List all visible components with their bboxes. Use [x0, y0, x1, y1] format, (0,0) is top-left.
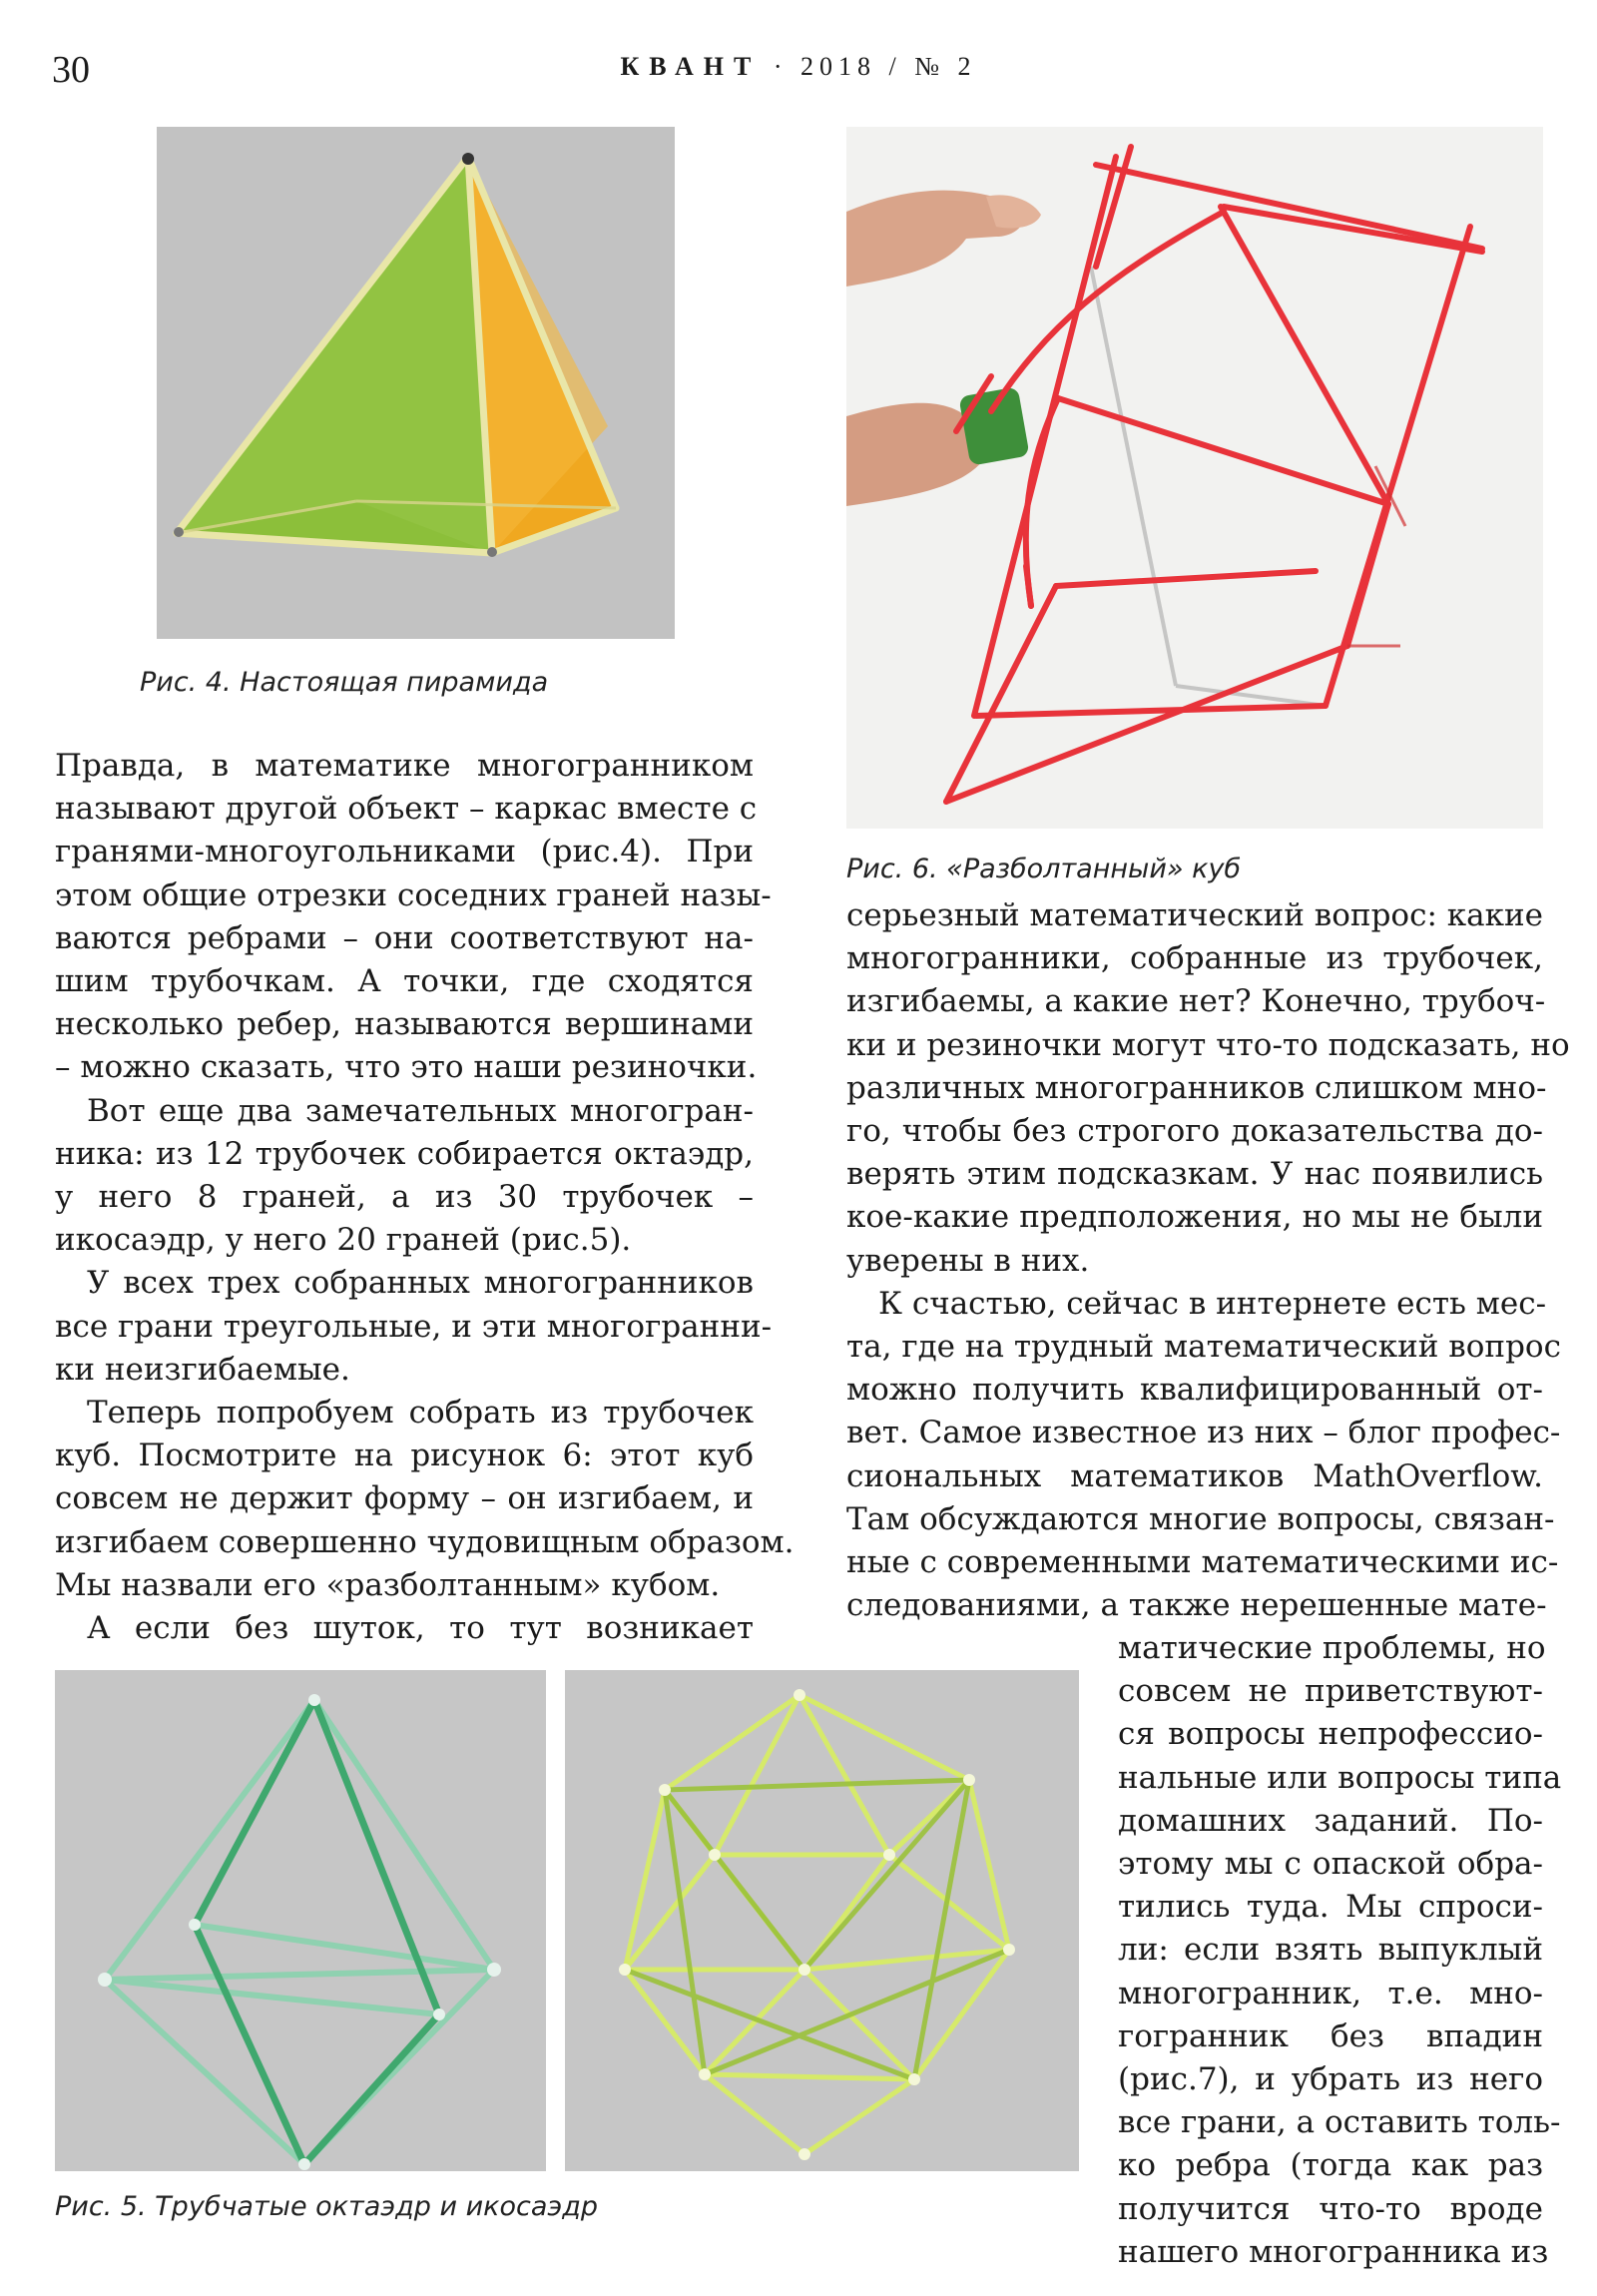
separator: ·: [773, 52, 789, 81]
issue-number: 2018 / № 2: [800, 52, 977, 81]
text-line: ные с современными математическими ис-: [846, 1544, 1559, 1581]
text-line: Там обсуждаются многие вопросы, связан-: [846, 1500, 1555, 1537]
text-line: все грани, а оставить толь-: [1118, 2104, 1561, 2141]
text-line: ли: если взять выпуклый: [1118, 1932, 1543, 1969]
text-line: Вот еще два замечательных многогран-: [87, 1092, 754, 1129]
text-line: уверены в них.: [846, 1242, 1090, 1279]
text-line: ко ребра (тогда как раз: [1118, 2147, 1543, 2184]
text-line: кое-какие предположения, но мы не были: [846, 1199, 1543, 1236]
text-line: называют другой объект – каркас вместе с: [55, 791, 758, 828]
text-line: (рис.7), и убрать из него: [1118, 2061, 1543, 2098]
text-line: гогранник без впадин: [1118, 2017, 1543, 2054]
text-line: Правда, в математике многогранником: [55, 748, 754, 784]
text-line: ки неизгибаемые.: [55, 1351, 350, 1388]
right-narrow-text-column: [1118, 1627, 1562, 2274]
text-line: вет. Самое известное из них – блог профес-: [846, 1415, 1561, 1451]
text-line: ваются ребрами – они соответствуют на-: [55, 919, 754, 956]
text-line: гранями-многоугольниками (рис.4). При: [55, 834, 754, 870]
text-line: куб. Посмотрите на рисунок 6: этот куб: [55, 1437, 754, 1474]
text-line: Теперь попробуем собрать из трубочек: [87, 1395, 754, 1432]
text-line: верять этим подсказкам. У нас появились: [846, 1156, 1543, 1193]
right-text-column: [846, 894, 1570, 1627]
text-line: го, чтобы без строгого доказательства до-: [846, 1113, 1543, 1150]
text-line: изгибаем совершенно чудовищным образом.: [55, 1523, 795, 1560]
text-line: несколько ребер, называются вершинами: [55, 1006, 754, 1043]
figure-4-pyramid-photo: [157, 127, 675, 639]
text-line: ся вопросы непрофессио-: [1118, 1716, 1543, 1753]
figure-6-cube-photo: [846, 127, 1543, 829]
text-line: этом общие отрезки соседних граней назы-: [55, 876, 772, 913]
text-line: следованиями, а также нерешенные мате-: [846, 1587, 1547, 1624]
text-line: многогранник, т.е. мно-: [1118, 1975, 1543, 2011]
text-line: А если без шуток, то тут возникает: [87, 1610, 754, 1647]
figure-5-caption: Рис. 5. Трубчатые октаэдр и икосаэдр: [55, 2191, 599, 2222]
text-line: шим трубочкам. А точки, где сходятся: [55, 963, 754, 1000]
text-line: многогранники, собранные из трубочек,: [846, 940, 1543, 977]
figure-4-caption: Рис. 4. Настоящая пирамида: [140, 667, 549, 698]
text-line: серьезный математический вопрос: какие: [846, 897, 1543, 933]
text-line: икосаэдр, у него 20 граней (рис.5).: [55, 1222, 632, 1259]
text-line: нашего многогранника из: [1118, 2233, 1549, 2270]
text-line: матические проблемы, но: [1118, 1630, 1546, 1666]
text-line: та, где на трудный математический вопрос: [846, 1329, 1561, 1366]
running-head: [0, 52, 1597, 82]
text-line: тились туда. Мы спроси-: [1118, 1889, 1543, 1926]
text-line: совсем не держит форму – он изгибаем, и: [55, 1480, 754, 1517]
figure-5-icosahedron-photo: [565, 1670, 1079, 2171]
journal-name: КВАНТ: [620, 52, 762, 81]
text-line: К счастью, сейчас в интернете есть мес-: [878, 1285, 1547, 1322]
text-line: различных многогранников слишком мно-: [846, 1069, 1547, 1106]
text-line: получится что-то вроде: [1118, 2190, 1543, 2227]
text-line: ки и резиночки могут что-то подсказать, но: [846, 1026, 1570, 1063]
text-line: нальные или вопросы типа: [1118, 1759, 1562, 1796]
page-number: 30: [52, 49, 90, 91]
text-line: Мы назвали его «разболтанным» кубом.: [55, 1566, 721, 1603]
text-line: домашних заданий. По-: [1118, 1802, 1543, 1839]
text-line: изгибаемы, а какие нет? Конечно, трубоч-: [846, 983, 1546, 1020]
text-line: можно получить квалифицированный от-: [846, 1372, 1543, 1409]
left-text-column: [55, 745, 795, 1650]
text-line: сиональных математиков MathOverflow.: [846, 1457, 1543, 1494]
text-line: этому мы с опаской обра-: [1118, 1846, 1543, 1883]
figure-5-octahedron-photo: [55, 1670, 546, 2171]
text-line: – можно сказать, что это наши резиночки.: [55, 1049, 758, 1086]
text-line: у него 8 граней, а из 30 трубочек –: [55, 1179, 754, 1216]
text-line: все грани треугольные, и эти многогранни-: [55, 1308, 773, 1345]
figure-6-caption: Рис. 6. «Разболтанный» куб: [846, 854, 1242, 884]
text-line: совсем не приветствуют-: [1118, 1673, 1543, 1710]
text-line: ника: из 12 трубочек собирается октаэдр,: [55, 1135, 754, 1172]
text-line: У всех трех собранных многогранников: [87, 1265, 754, 1302]
